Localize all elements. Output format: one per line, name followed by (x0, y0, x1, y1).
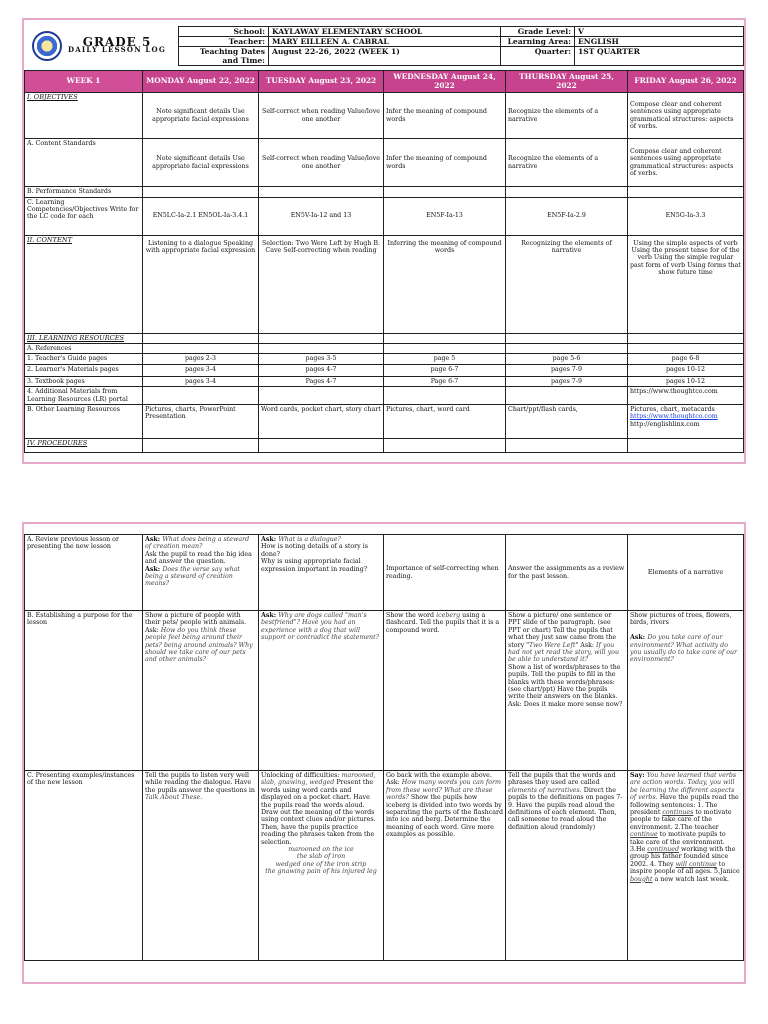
lc-fri: EN5G-Ia-3.3 (628, 197, 744, 235)
review-label: A. Review previous lesson or presenting the new lesson (25, 535, 143, 611)
cs-tue: Self-correct when reading Value/love one another (259, 139, 384, 187)
lesson-log-page-2 (22, 522, 746, 984)
procedures-label: IV. PROCEDURES (25, 439, 143, 453)
tg-wed: page 5 (384, 354, 506, 364)
tg-thu: page 5-6 (506, 354, 628, 364)
deped-seal-icon (32, 31, 62, 61)
lc-wed: EN5F-Ia-13 (384, 197, 506, 235)
content-wed: Inferring the meaning of compound words (384, 235, 506, 333)
friday-header: FRIDAY August 26, 2022 (628, 71, 744, 93)
tg-mon: pages 2-3 (143, 354, 259, 364)
tg-label: 1. Teacher's Guide pages (25, 354, 143, 364)
review-mon: Ask: What does being a steward of creation mean? Ask the pupil to read the big idea and answer the question. Ask: Does the verse say what being a steward of creation means? (143, 535, 259, 611)
competencies-label: C. Learning Competencies/Objectives Write for the LC code for each (25, 197, 143, 235)
lc-mon: EN5LC-Ia-2.1 EN5OL-Ia-3.4.1 (143, 197, 259, 235)
objective-mon: Note significant details Use appropriate facial expressions (143, 93, 259, 139)
page-subtitle: DAILY LESSON LOG (68, 45, 167, 54)
englishlinx-link[interactable]: http://englishlinx.com (630, 420, 700, 428)
objective-fri: Compose clear and coherent sentences using appropriate grammatical structures: aspects of verbs. (628, 93, 744, 139)
grade-label: Grade Level: (501, 27, 575, 37)
content-fri: Using the simple aspects of verb Using the present tense for of the verb Using the simple regular past form of verb Using forms that show future time (628, 235, 744, 333)
teacher-label: Teacher: (179, 37, 269, 47)
content-mon: Listening to a dialogue Speaking with appropriate facial expression (143, 235, 259, 333)
area-value: ENGLISH (575, 37, 744, 47)
presenting-thu: Tell the pupils that the words and phrases they used are called elements of narratives. Direct the pupils to the definitions on pages 7-9. Have the pupils read aloud the definitions of each element. Then, call someone to read aloud the definition aloud (randomly) (506, 771, 628, 961)
content-tue: Selection: Two Were Left by Hugh B. Cave Self-correcting when reading (259, 235, 384, 333)
cs-wed: Infer the meaning of compound words (384, 139, 506, 187)
tb-fri: pages 10-12 (628, 376, 744, 386)
presenting-mon: Tell the pupils to listen very well while reading the dialogue. Have the pupils answer the questions in Talk About These. (143, 771, 259, 961)
other-tue: Word cards, pocket chart, story chart (259, 405, 384, 439)
thoughtco-link[interactable]: https://www.thoughtco.com (630, 413, 718, 421)
dates-label: Teaching Dates and Time: (179, 47, 269, 66)
presenting-wed: Go back with the example above. Ask: How many words you can form from these word? What are these words? Show the pupils how iceberg is divided into two words by separating the parts of the flashcard into ice and berg. Determine the meaning of each word. Give more examples as possible. (384, 771, 506, 961)
tg-fri: page 6-8 (628, 354, 744, 364)
purpose-mon: Show a picture of people with their pets/ people with animals. Ask: How do you think these people feel being around their pets? being around animals? Why should we take care of our pets and other animals? (143, 611, 259, 771)
purpose-tue: Ask: Why are dogs called "man's bestfriend"? Have you had an experience with a dog that will support or contradict the statement? (259, 611, 384, 771)
content-label: II. CONTENT (25, 235, 143, 333)
school-label: School: (179, 27, 269, 37)
presenting-tue: Unlocking of difficulties: marooned, slab, gnawing, wedged Present the words using word cards and displayed on a pocket chart. Have the pupils read the words aloud. Draw out the meaning of the words using context clues and/or pictures. Then, have the pupils practice reading the phrases taken from the selection. marooned on the ice the slab of iron wedged one of the iron strip the gnawing pain of his injured leg (259, 771, 384, 961)
objective-wed: Infer the meaning of compound words (384, 93, 506, 139)
additional-materials-fri: https://www.thoughtco.com (628, 387, 744, 405)
review-tue: Ask: What is a dialogue? How is noting details of a story is done? Why is using appropriate facial expression important in reading? (259, 535, 384, 611)
monday-header: MONDAY August 22, 2022 (143, 71, 259, 93)
review-wed: Importance of self-correcting when reading. (384, 535, 506, 611)
quarter-label: Quarter: (501, 47, 575, 66)
cs-thu: Recognize the elements of a narrative (506, 139, 628, 187)
other-mon: Pictures, charts, PowerPoint Presentation (143, 405, 259, 439)
content-standards-label: A. Content Standards (25, 139, 143, 187)
other-resources-label: B. Other Learning Resources (25, 405, 143, 439)
review-fri: Elements of a narrative (628, 535, 744, 611)
presenting-fri: Say: You have learned that verbs are action words. Today, you will be learning the different aspects of verbs. Have the pupils read the following sentences: 1. The president continues to motivate people to take care of the environment. 2.The teacher continue to motivate pupils to take care of the environment. 3.He continued working with the group his father founded since 2002. 4. They will continue to inspire people of all ages. 5.Janice bought a new watch last week. (628, 771, 744, 961)
lm-thu: pages 7-9 (506, 364, 628, 376)
lesson-table-page-1 (24, 70, 744, 453)
wednesday-header: WEDNESDAY August 24, 2022 (384, 71, 506, 93)
lc-tue: EN5V-Ia-12 and 13 (259, 197, 384, 235)
page-title: GRADE 5 (82, 34, 152, 49)
tuesday-header: TUESDAY August 23, 2022 (259, 71, 384, 93)
resources-label: III. LEARNING RESOURCES (25, 333, 143, 343)
other-wed: Pictures, chart, word card (384, 405, 506, 439)
tg-tue: pages 3-5 (259, 354, 384, 364)
purpose-label: B. Establishing a purpose for the lesson (25, 611, 143, 771)
week-header: WEEK 1 (25, 71, 143, 93)
cs-mon: Note significant details Use appropriate facial expressions (143, 139, 259, 187)
performance-standards-label: B. Performance Standards (25, 187, 143, 197)
lm-tue: pages 4-7 (259, 364, 384, 376)
lm-wed: page 6-7 (384, 364, 506, 376)
dates-value: August 22-26, 2022 (WEEK 1) (269, 47, 501, 66)
purpose-thu: Show a picture/ one sentence or PPT slide of the paragraph. (see PPT or chart) Tell the pupils that what they just saw came from the story "Two Were Left" Ask: If you had not yet read the story, will you be able to understand it? Show a list of words/phrases to the pupils. Tell the pupils to fill in the blanks with these words/phrases: (see chart/ppt) Have the pupils write their answers on the blanks. Ask: Does it make more sense now? (506, 611, 628, 771)
area-label: Learning Area: (501, 37, 575, 47)
objective-tue: Self-correct when reading Value/love one another (259, 93, 384, 139)
tb-mon: pages 3-4 (143, 376, 259, 386)
review-thu: Answer the assignments as a review for the past lesson. (506, 535, 628, 611)
tb-label: 3. Textbook pages (25, 376, 143, 386)
grade-value: V (575, 27, 744, 37)
lm-fri: pages 10-12 (628, 364, 744, 376)
tb-tue: Pages 4-7 (259, 376, 384, 386)
additional-materials-label: 4. Additional Materials from Learning Resources (LR) portal (25, 387, 143, 405)
objectives-label: I. OBJECTIVES (25, 93, 143, 139)
presenting-label: C. Presenting examples/instances of the new lesson (25, 771, 143, 961)
content-thu: Recognizing the elements of narrative (506, 235, 628, 333)
purpose-wed: Show the word iceberg using a flashcard. Tell the pupils that it is a compound word. (384, 611, 506, 771)
lesson-table-page-2 (24, 534, 744, 961)
cs-fri: Compose clear and coherent sentences using appropriate grammatical structures: aspects of verbs. (628, 139, 744, 187)
teacher-value: MARY EILLEEN A. CABRAL (269, 37, 501, 47)
quarter-value: 1ST QUARTER (575, 47, 744, 66)
header-table (24, 26, 744, 66)
thursday-header: THURSDAY August 25, 2022 (506, 71, 628, 93)
lc-thu: EN5F-Ia-2.9 (506, 197, 628, 235)
lm-mon: pages 3-4 (143, 364, 259, 376)
lm-label: 2. Learner's Materials pages (25, 364, 143, 376)
other-fri: Pictures, chart, metacards (630, 406, 715, 414)
tb-thu: pages 7-9 (506, 376, 628, 386)
tb-wed: Page 6-7 (384, 376, 506, 386)
objective-thu: Recognize the elements of a narrative (506, 93, 628, 139)
other-thu: Chart/ppt/flash cards, (506, 405, 628, 439)
references-label: A. References (25, 344, 143, 354)
school-value: KAYLAWAY ELEMENTARY SCHOOL (269, 27, 501, 37)
header-info (178, 26, 744, 66)
lesson-log-page-1 (22, 18, 746, 464)
purpose-fri: Show pictures of trees, flowers, birds, rivers Ask: Do you take care of our environment? What activity do you usually do to take care of our environment? (628, 611, 744, 771)
